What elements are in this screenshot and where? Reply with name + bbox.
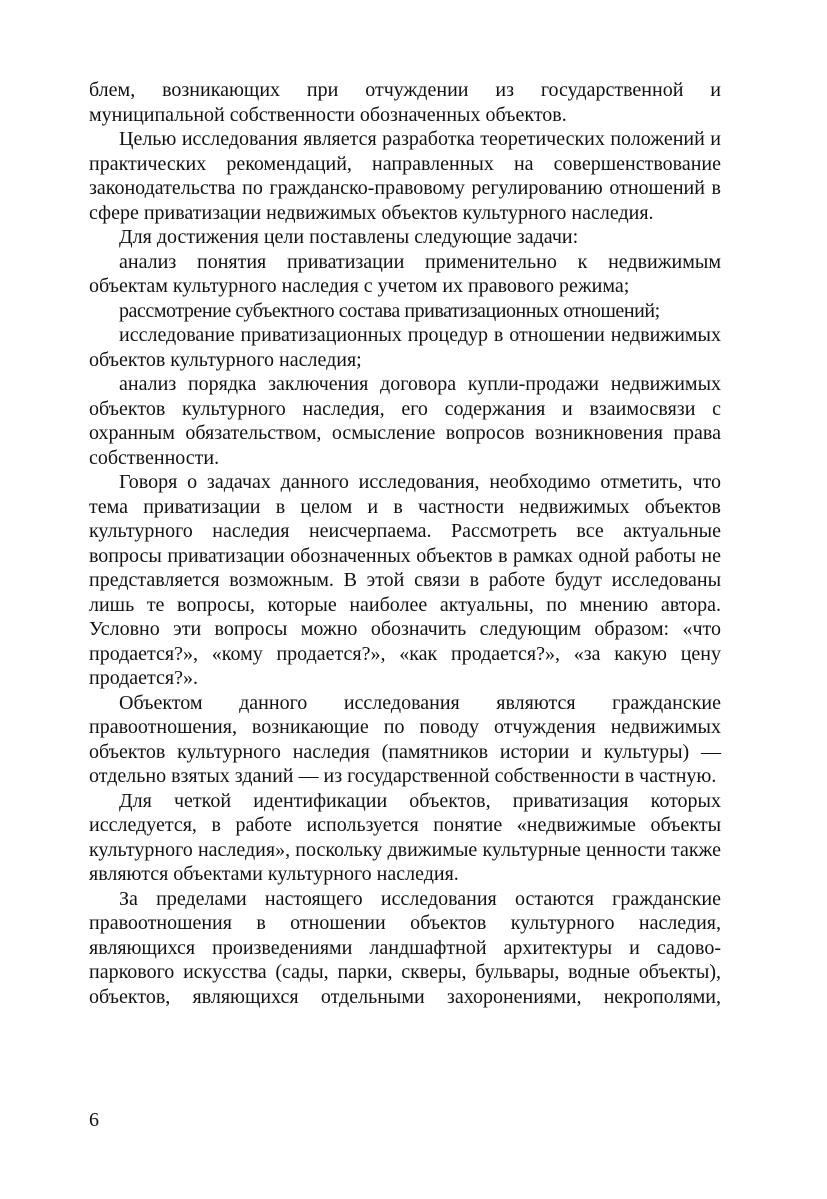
paragraph-research-goal: Целью исследования является разработка теоретических положений и практических рекомендаций, направленных на совершенствование законодательства по гражданско-правовому регулированию отношений в сфере приватизации недвижимых объектов культурного наследия. (89, 128, 721, 224)
page-body (89, 78, 721, 1009)
task-item: анализ понятия приватизации применительно к недвижимым объектам культурного наследия с учетом их правового режима; (89, 250, 721, 297)
paragraph-research-scope: Говоря о задачах данного исследования, необходимо отметить, что тема приватизации в целом и в частности недвижимых объектов культурного наследия неисчерпаема. Рассмотреть все актуальные вопросы приватизации обозначенных объектов в рамках одной работы не представляется возможным. В этой связи в работе будут исследованы лишь те вопросы, которые наиболее актуальны, по мнению автора. Условно эти вопросы можно обозначить следующим образом: «что продается?», «кому продается?», «как продается?», «за какую цену продается?». (89, 471, 721, 689)
task-item: исследование приватизационных процедур в отношении недвижимых объектов культурного наследия; (89, 324, 721, 371)
paragraph-research-object: Объектом данного исследования являются гражданские правоотношения, возникающие по поводу отчуждения недвижимых объектов культурного наследия (памятников истории и культуры) — отдельно взятых зданий — из государственной собственности в частную. (89, 691, 721, 787)
task-item: анализ порядка заключения договора купли-продажи недвижимых объектов культурного наследия, его содержания и взаимосвязи с охранным обязательством, осмысление вопросов возникновения права собственности. (89, 373, 721, 469)
paragraph-exclusions: За пределами настоящего исследования остаются гражданские правоотношения в отношении объектов культурного наследия, являющихся произведениями ландшафтной архитектуры и садово-паркового искусства (сады, парки, скверы, бульвары, водные объекты), объектов, являющихся отдельными захоронениями, некрополями, (89, 887, 721, 1008)
task-item: рассмотрение субъектного состава приватизационных отношений; (119, 299, 660, 322)
page-number: 6 (89, 1109, 99, 1131)
paragraph-continuation: блем, возникающих при отчуждении из государственной и муниципальной собственности обозначенных объектов. (89, 79, 721, 126)
paragraph-tasks-intro: Для достижения цели поставлены следующие задачи: (119, 226, 579, 248)
paragraph-identification: Для четкой идентификации объектов, приватизация которых исследуется, в работе используется понятие «недвижимые объекты культурного наследия», поскольку движимые культурные ценности также являются объектами культурного наследия. (89, 789, 721, 885)
